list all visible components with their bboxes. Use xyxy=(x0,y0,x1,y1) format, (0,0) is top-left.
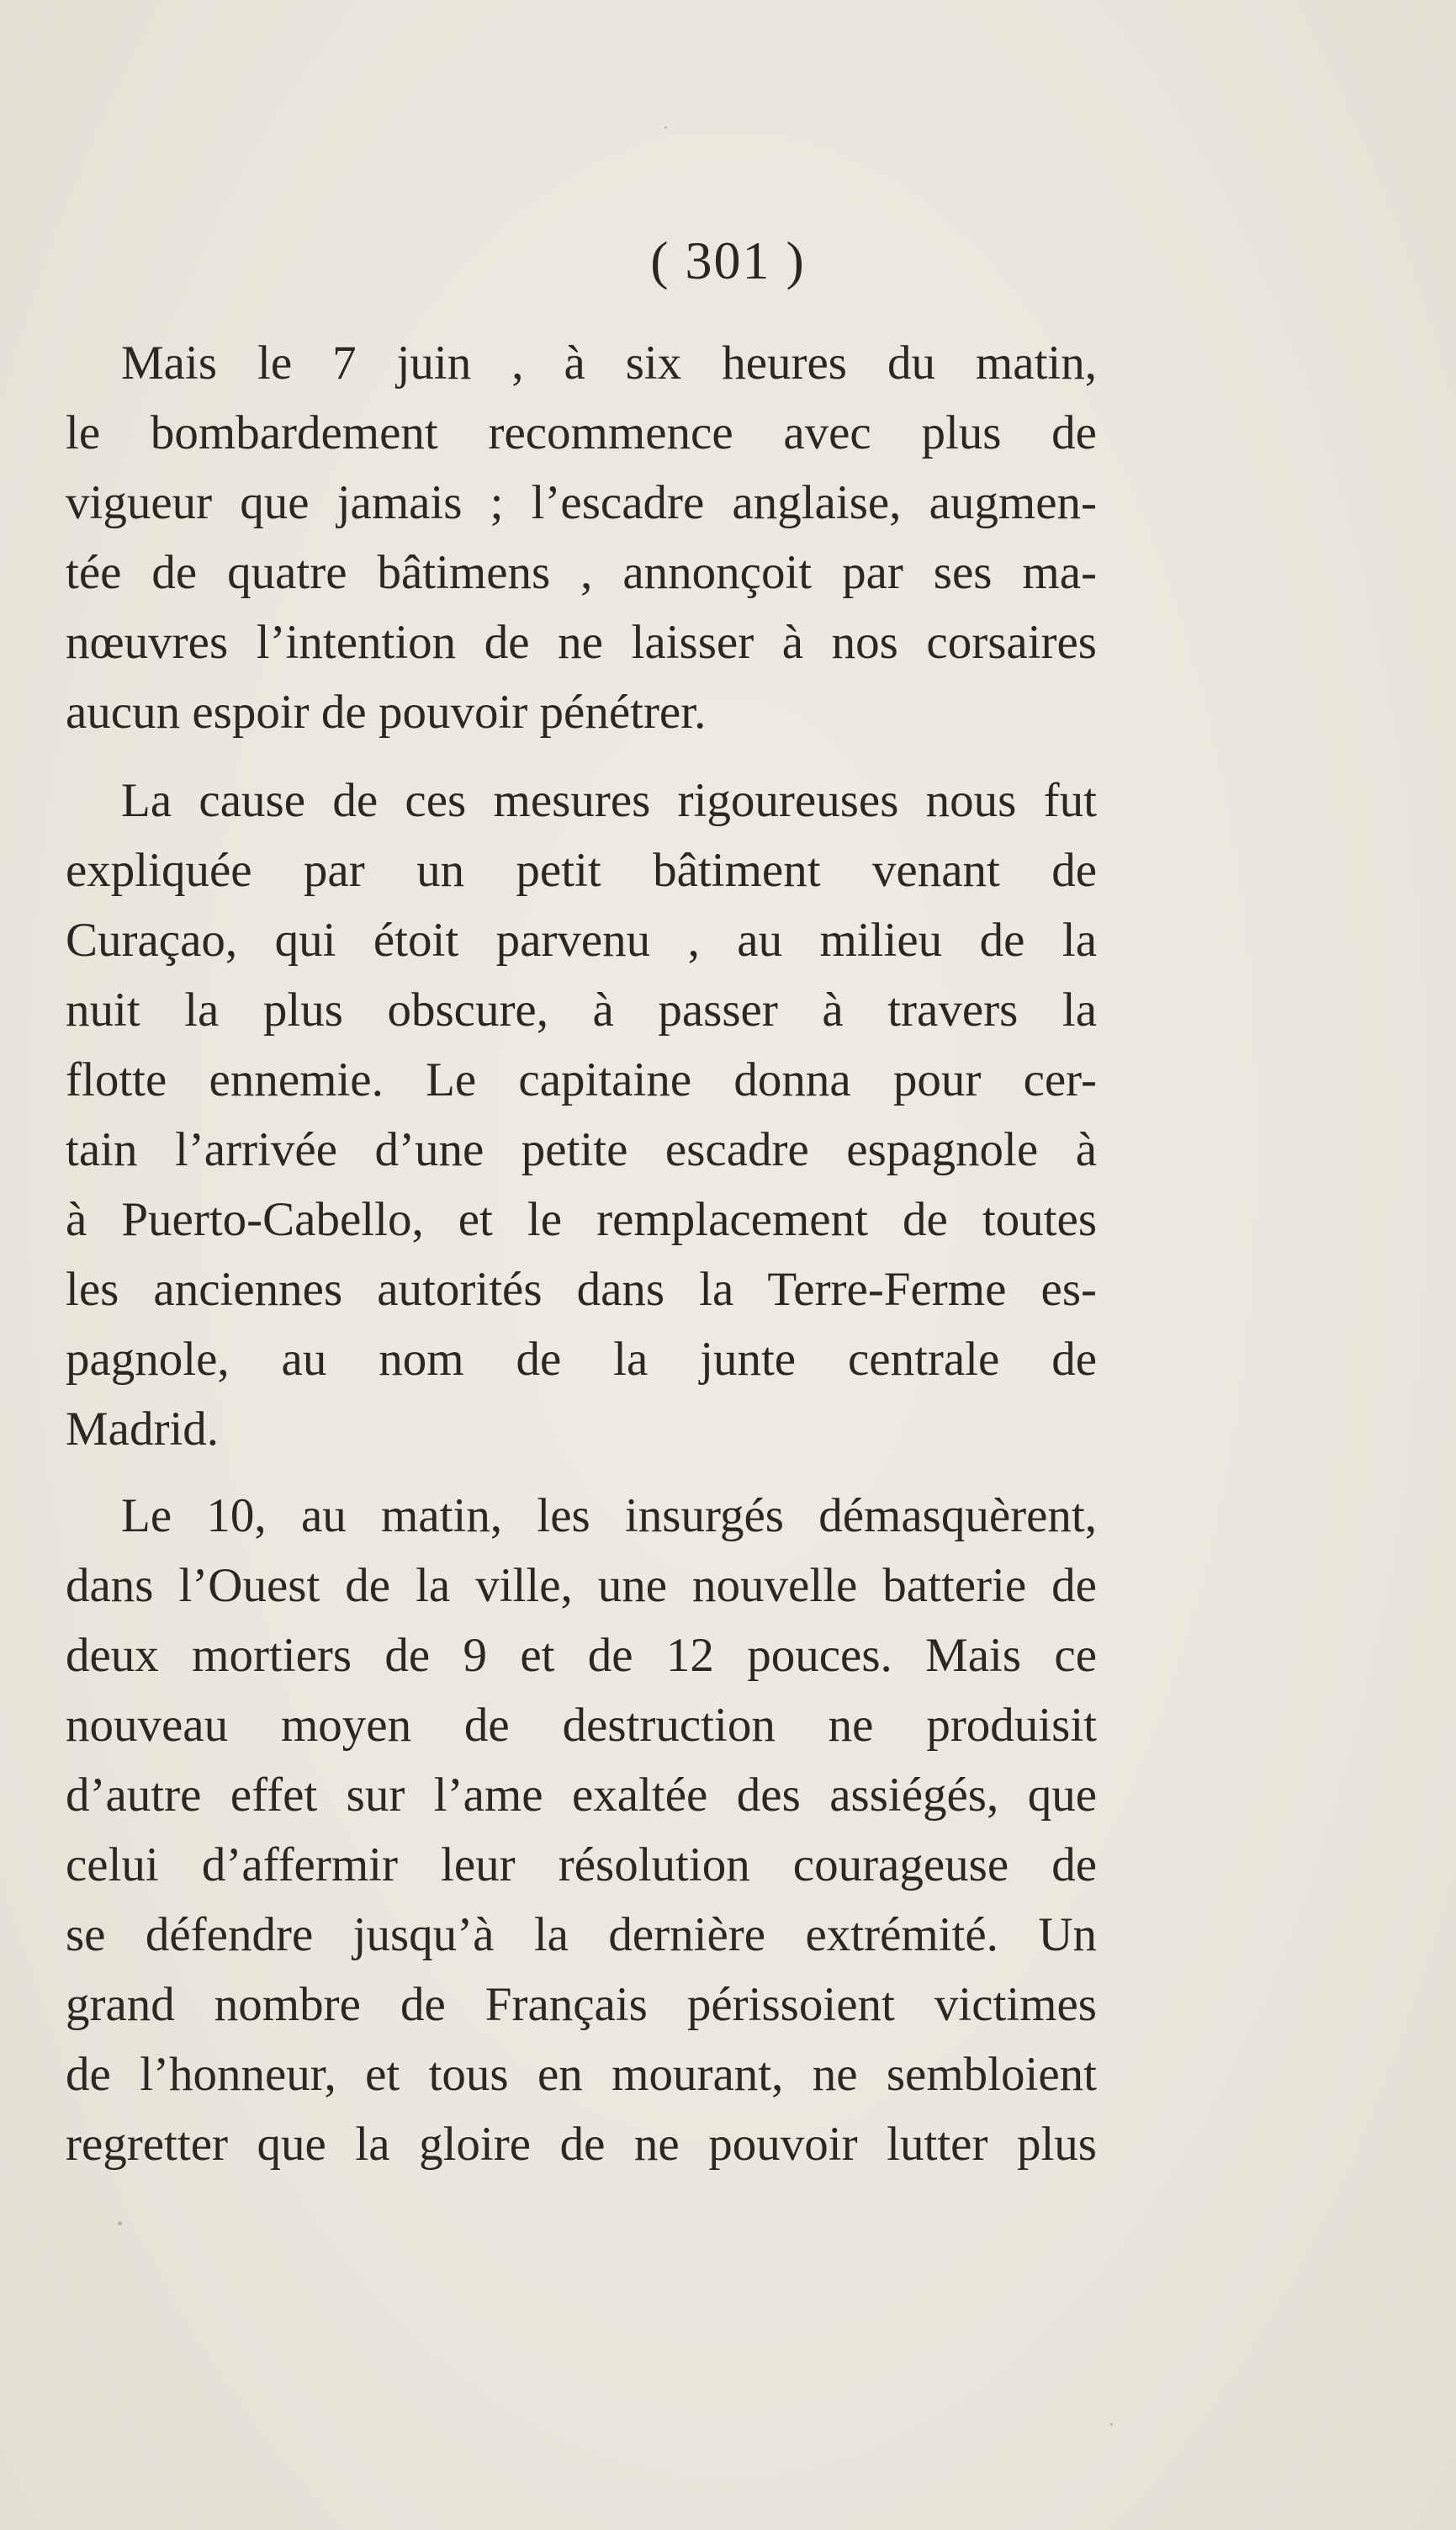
text-line: dans l’Ouest de la ville, une nouvelle batterie de xyxy=(66,1559,1097,1612)
text-line: nœuvres l’intention de ne laisser à nos corsaires xyxy=(66,616,1097,669)
text-line: à Puerto-Cabello, et le remplacement de toutes xyxy=(66,1193,1097,1246)
text-line: flotte ennemie. Le capitaine donna pour cer- xyxy=(66,1053,1097,1106)
text-line: La cause de ces mesures rigoureuses nous fut xyxy=(121,774,1097,827)
text-line: tain l’arrivée d’une petite escadre espagnole à xyxy=(66,1123,1097,1176)
text-line: se défendre jusqu’à la dernière extrémité. Un xyxy=(66,1908,1097,1961)
text-line: expliquée par un petit bâtiment venant de xyxy=(66,844,1097,897)
paper-speck xyxy=(118,2221,122,2225)
text-line: pagnole, au nom de la junte centrale de xyxy=(66,1333,1097,1386)
text-line: de l’honneur, et tous en mourant, ne sembloient xyxy=(66,2048,1097,2101)
text-line: vigueur que jamais ; l’escadre anglaise, augmen- xyxy=(66,476,1097,529)
text-line: le bombardement recommence avec plus de xyxy=(66,406,1097,459)
text-line: tée de quatre bâtimens , annonçoit par ses ma- xyxy=(66,546,1097,599)
text-line: les anciennes autorités dans la Terre-Ferme es- xyxy=(66,1263,1097,1316)
text-line: deux mortiers de 9 et de 12 pouces. Mais ce xyxy=(66,1629,1097,1682)
text-line: Curaçao, qui étoit parvenu , au milieu de la xyxy=(66,914,1097,967)
text-line: Le 10, au matin, les insurgés démasquèrent, xyxy=(121,1489,1097,1542)
paper-speck xyxy=(664,126,667,129)
paragraph-1 xyxy=(66,328,1097,747)
text-line: grand nombre de Français périssoient victimes xyxy=(66,1978,1097,2031)
paragraph-2 xyxy=(66,766,1097,1464)
text-line: nuit la plus obscure, à passer à travers la xyxy=(66,984,1097,1037)
text-line: celui d’affermir leur résolution courageuse de xyxy=(66,1838,1097,1891)
body-text xyxy=(66,328,1097,2179)
text-line: regretter que la gloire de ne pouvoir lutter plus xyxy=(66,2118,1097,2171)
text-line: Mais le 7 juin , à six heures du matin, xyxy=(121,337,1097,390)
paragraph-3 xyxy=(66,1481,1097,2179)
text-line: nouveau moyen de destruction ne produisit xyxy=(66,1699,1097,1752)
text-line: aucun espoir de pouvoir pénétrer. xyxy=(66,686,707,739)
text-line: Madrid. xyxy=(66,1403,220,1456)
text-line: d’autre effet sur l’ame exaltée des assiégés, que xyxy=(66,1769,1097,1822)
page-number: ( 301 ) xyxy=(650,231,806,290)
paper-speck xyxy=(1110,2423,1113,2426)
